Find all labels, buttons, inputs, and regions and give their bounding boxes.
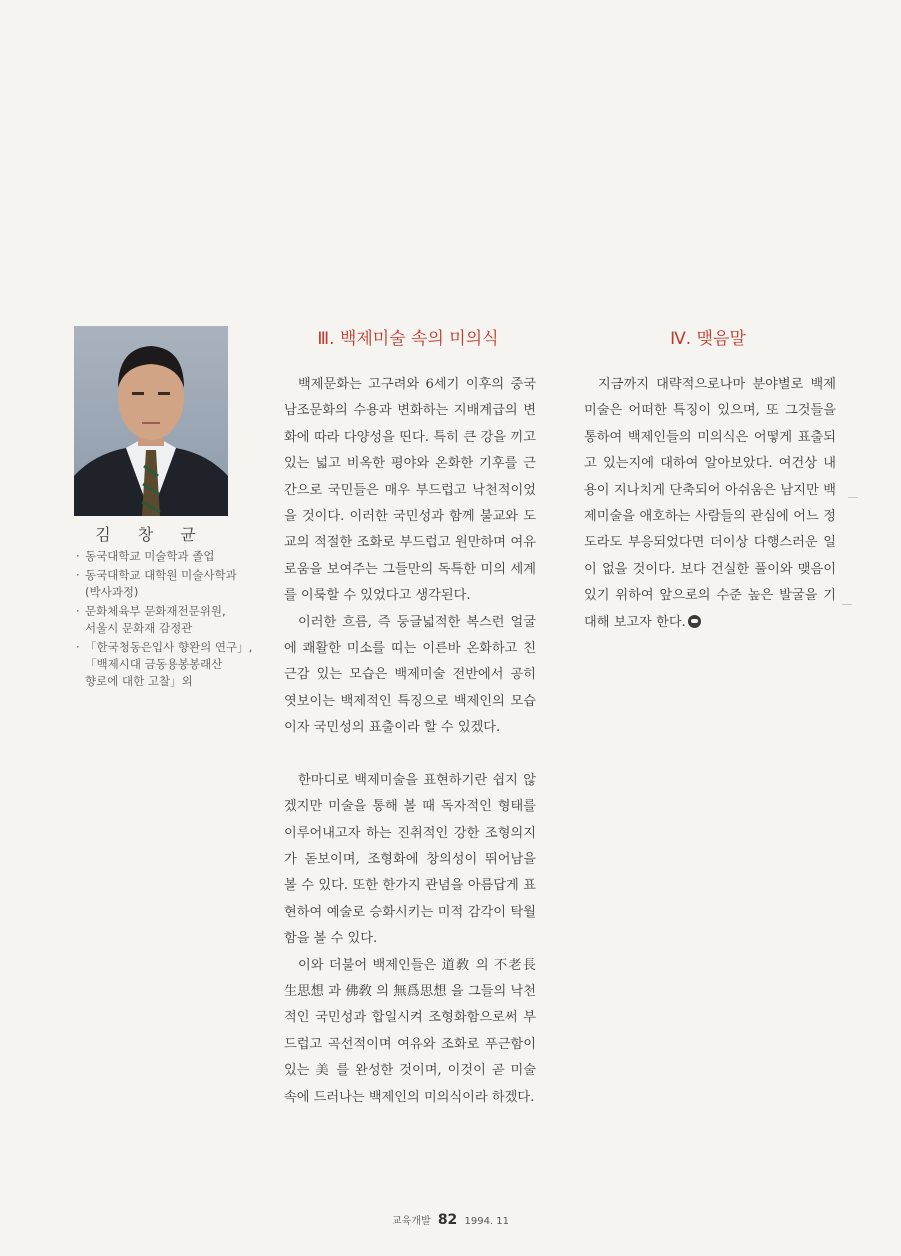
bio-line: (박사과정) xyxy=(85,585,139,599)
end-mark-icon xyxy=(688,615,701,628)
paragraph: 한마디로 백제미술을 표현하기란 쉽지 않겠지만 미술을 통해 볼 때 독자적인 형태를 이루어내고자 하는 진취적인 강한 조형의지가 돋보이며, 조형화에 창의성이 뛰어남을 볼 수 있다. 또한 한가지 관념을 아름답게 표현하여 예술로 승화시키는 미적 감각이 탁월함을 볼 수 있다. xyxy=(284,772,536,947)
section-3-title: Ⅲ. 백제미술 속의 미의식 xyxy=(317,329,499,349)
author-portrait-illustration xyxy=(74,326,228,516)
footer-date: 1994. 11 xyxy=(464,1216,510,1227)
bio-line: · 문화체육부 문화재전문위원, xyxy=(85,604,226,618)
bio-item xyxy=(76,603,266,637)
page-footer xyxy=(0,1212,901,1228)
bio-line: 서울시 문화재 감정관 xyxy=(85,621,193,635)
section-4-body xyxy=(584,372,836,636)
bio-item xyxy=(76,548,266,565)
paragraph: 백제문화는 고구려와 6세기 이후의 중국 남조문화의 수용과 변화하는 지배계급의 변화에 따라 다양성을 띤다. 특히 큰 강을 끼고 있는 넓고 비옥한 평야와 온화한 기후를 근간으로 국민들은 매우 부드럽고 낙천적이었을 것이다. 이러한 국민성과 함께 불교와 도교의 적절한 조화로 부드럽고 원만하며 여유로움을 보여주는 그들만의 독특한 미의 세계를 이룩할 수 있었다고 생각된다. xyxy=(284,377,536,604)
paragraph xyxy=(584,372,836,636)
author-name: 김 창 균 xyxy=(95,525,207,544)
author-bio-list xyxy=(76,548,266,692)
paragraph: 이러한 흐름, 즉 둥글넓적한 복스런 얼굴에 쾌활한 미소를 띠는 이른바 온화하고 친근감 있는 모습은 백제미술 전반에서 공히 엿보이는 백제적인 특징으로 백제인의 모습이자 국민성의 표출이라 할 수 있겠다. xyxy=(284,614,536,736)
bio-line: · 「한국청동은입사 향완의 연구」, xyxy=(85,640,253,654)
section-3-body xyxy=(284,372,536,1111)
bio-item xyxy=(76,639,266,690)
section-4-title: Ⅳ. 맺음말 xyxy=(670,329,746,349)
bio-line: · 동국대학교 미술학과 졸업 xyxy=(85,549,215,563)
scan-edge-mark xyxy=(848,497,858,498)
scan-edge-mark xyxy=(842,604,852,605)
footer-magazine: 교육개발 xyxy=(391,1216,431,1227)
page-number: 82 xyxy=(437,1212,458,1228)
bio-line: 「백제시대 금동용봉봉래산 xyxy=(85,657,223,671)
paragraph-text: 지금까지 대략적으로나마 분야별로 백제미술은 어떠한 특징이 있으며, 또 그것들을 통하여 백제인들의 미의식은 어떻게 표출되고 있는지에 대하여 알아보았다. 여건상 내용이 지나치게 단축되어 아쉬움은 남지만 백제미술을 애호하는 사람들의 관심에 어느 정도라도 부응되었다면 더이상 다행스러운 일이 없을 것이다. 보다 건실한 풀이와 맺음이 있기 위하여 앞으로의 수준 높은 발굴을 기대해 보고자 한다. xyxy=(584,377,836,630)
bio-line: 향로에 대한 고찰」외 xyxy=(85,674,193,688)
bio-line: · 동국대학교 대학원 미술사학과 xyxy=(85,568,237,582)
bio-item xyxy=(76,567,266,601)
paragraph: 이와 더불어 백제인들은 道敎 의 不老長生思想 과 佛敎 의 無爲思想 을 그들의 낙천적인 국민성과 합일시켜 조형화함으로써 부드럽고 곡선적이며 여유와 조화로 푸근함이 있는 美 를 완성한 것이며, 이것이 곧 미술 속에 드러나는 백제인의 미의식이라 하겠다. xyxy=(284,957,536,1105)
author-photo xyxy=(74,326,228,516)
